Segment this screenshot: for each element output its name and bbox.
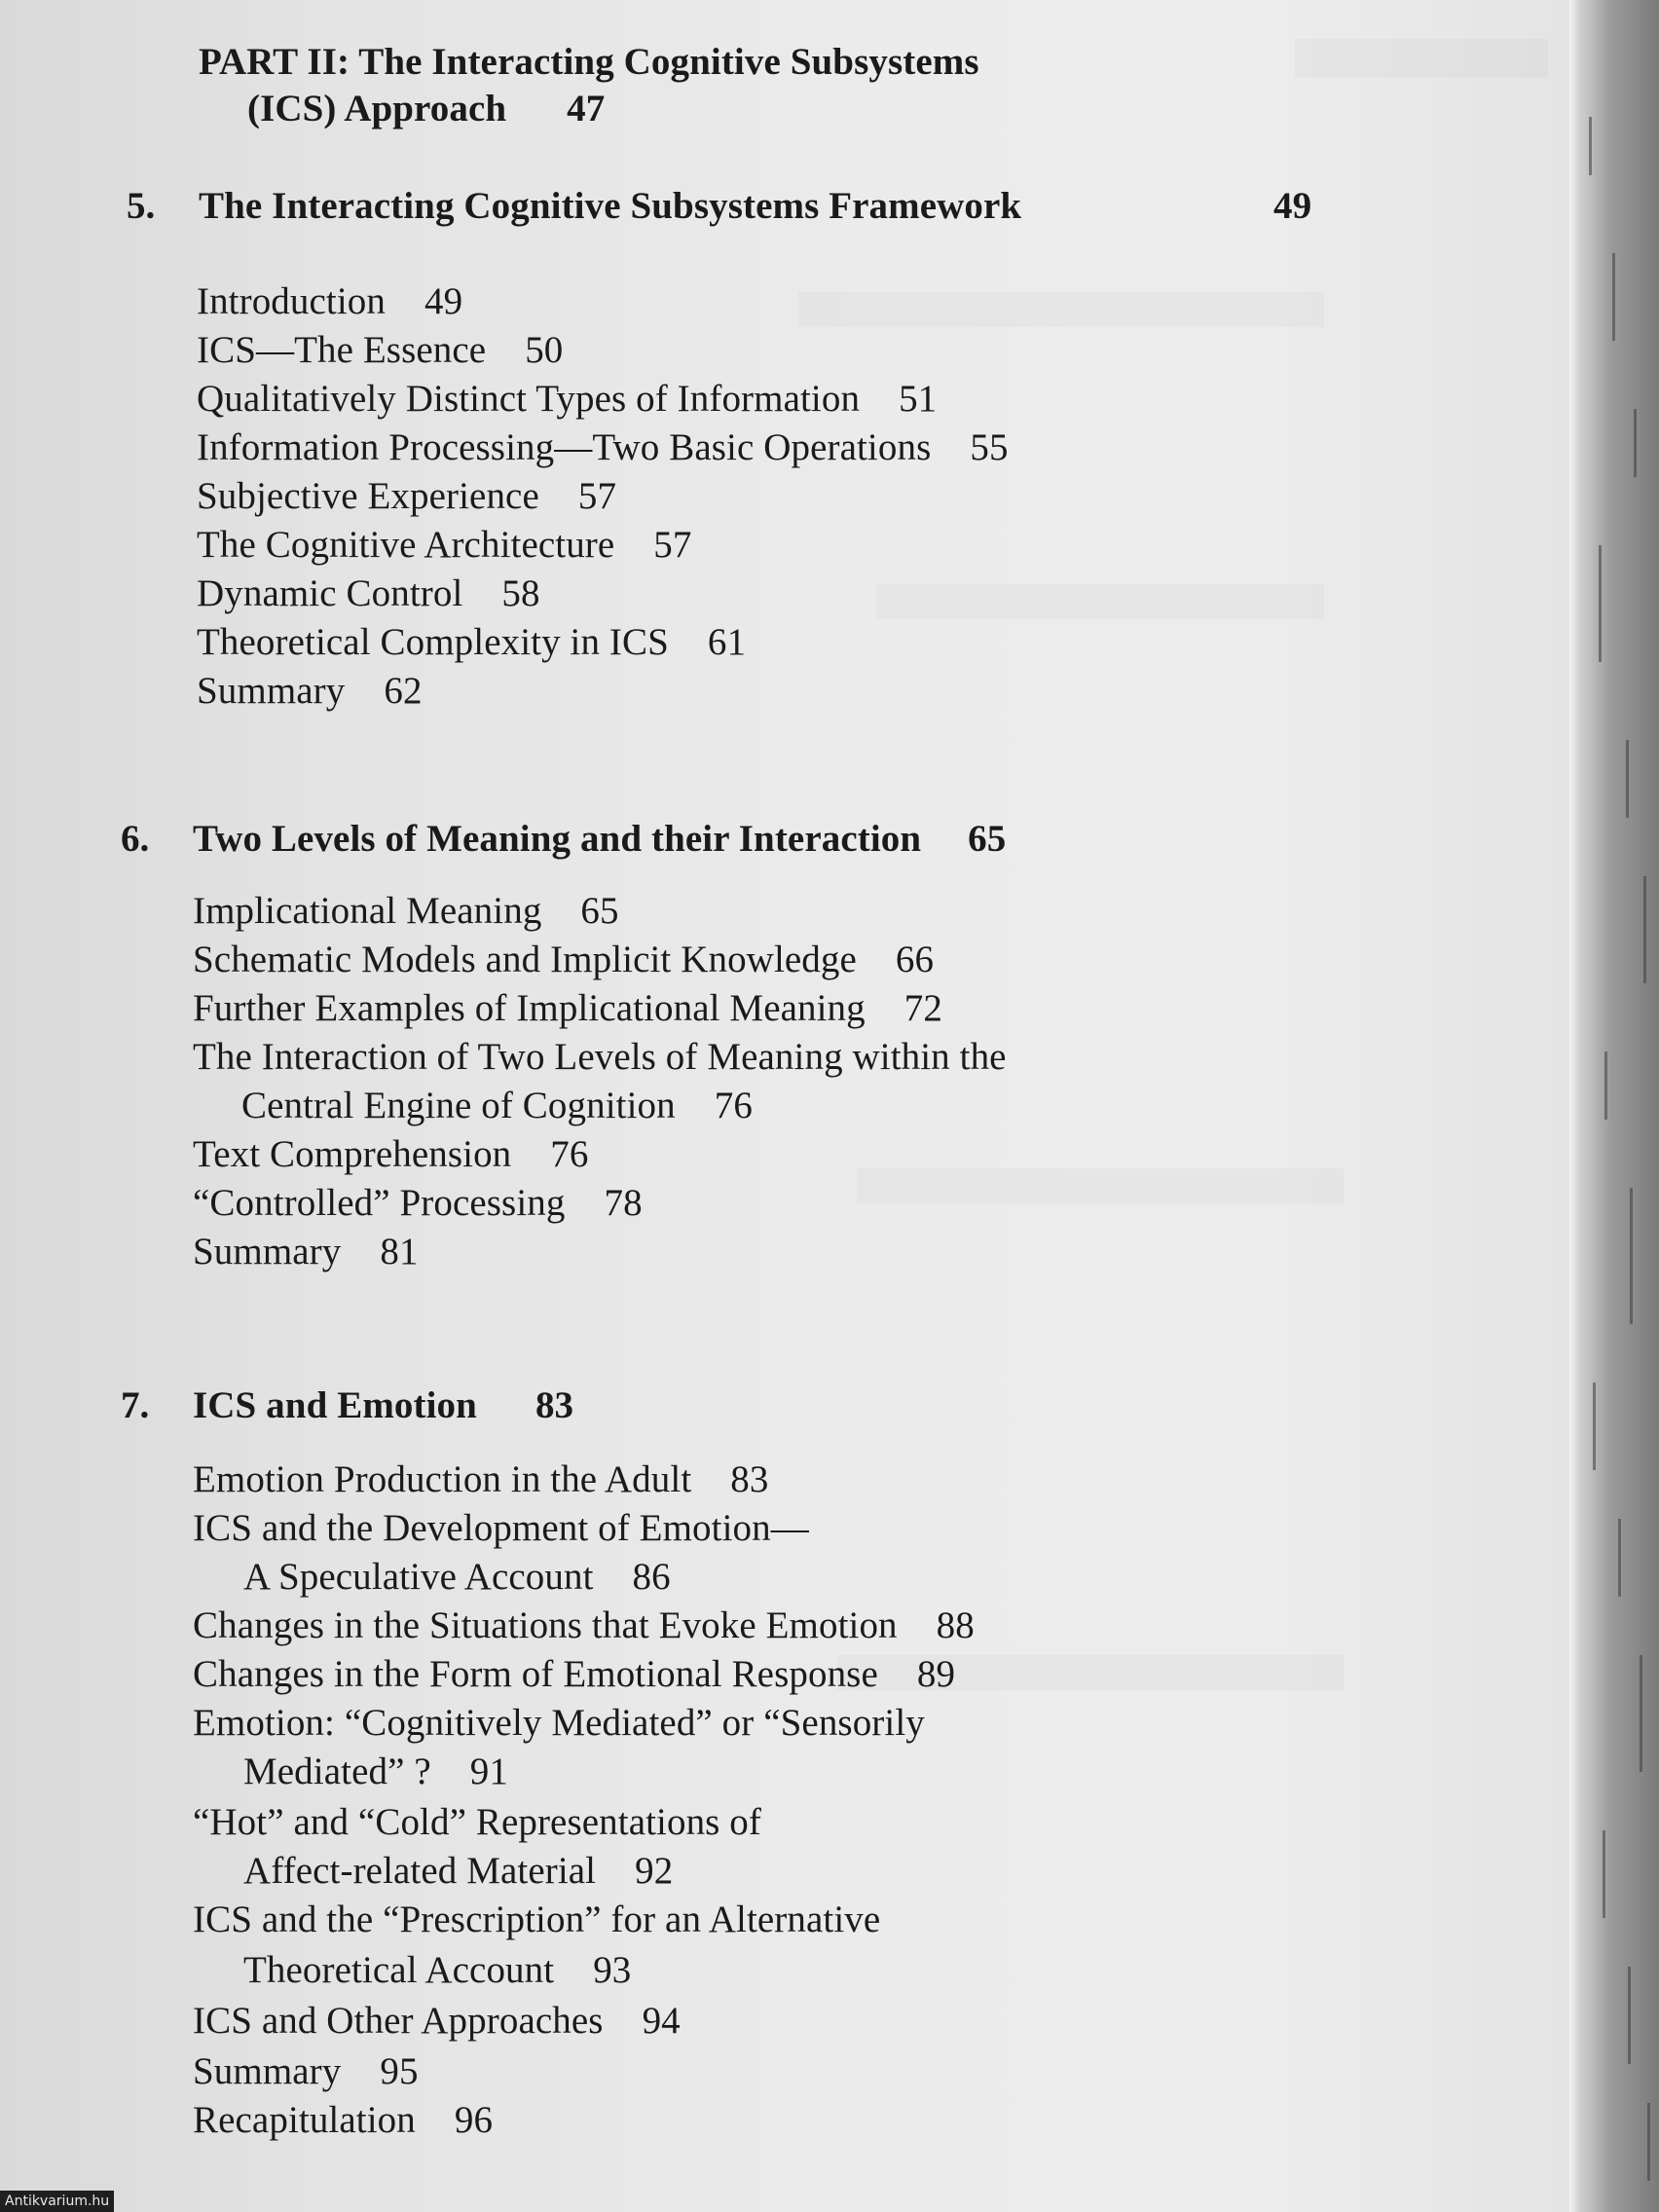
toc-entry: ICS and Other Approaches 94: [193, 2000, 681, 2042]
toc-entry: Emotion: “Cognitively Mediated” or “Sensorily: [193, 1702, 925, 1744]
toc-entry: Changes in the Situations that Evoke Emotion 88: [193, 1604, 975, 1646]
toc-entry: Further Examples of Implicational Meaning 72: [193, 987, 942, 1029]
toc-entry-continuation: Mediated” ? 91: [243, 1751, 508, 1792]
toc-entry: Recapitulation 96: [193, 2099, 494, 2141]
toc-entry-continuation: Theoretical Account 93: [243, 1949, 632, 1991]
toc-entry: Changes in the Form of Emotional Response 89: [193, 1653, 956, 1695]
toc-entry: Subjective Experience 57: [197, 475, 617, 517]
toc-entry: Implicational Meaning 65: [193, 890, 619, 932]
toc-entry: Information Processing—Two Basic Operations 55: [197, 426, 1009, 468]
part-heading-page: 47: [567, 88, 606, 129]
chapter-5-page: 49: [1273, 185, 1312, 227]
toc-entry: ICS and the “Prescription” for an Alternative: [193, 1899, 881, 1940]
chapter-7-heading: [193, 1382, 573, 1429]
chapter-5-title: The Interacting Cognitive Subsystems Framework: [199, 185, 1022, 227]
chapter-6-number: 6.: [121, 818, 150, 860]
toc-entry-continuation: Central Engine of Cognition 76: [241, 1085, 753, 1126]
part-heading-title-cont: (ICS) Approach: [247, 88, 507, 129]
chapter-5-heading: [199, 183, 1021, 230]
chapter-6-title: Two Levels of Meaning and their Interaction: [193, 818, 922, 860]
book-gutter: [1569, 0, 1659, 2212]
chapter-7-number: 7.: [121, 1384, 150, 1426]
chapter-6-heading: [193, 816, 1006, 863]
chapter-6-page: 65: [968, 818, 1007, 860]
watermark-label: Antikvarium.hu: [0, 2191, 114, 2212]
part-heading-line2: [247, 86, 605, 132]
toc-entry: Qualitatively Distinct Types of Information 51: [197, 378, 938, 420]
toc-entry: Emotion Production in the Adult 83: [193, 1458, 769, 1500]
toc-entry-continuation: A Speculative Account 86: [243, 1556, 671, 1598]
toc-entry: ICS—The Essence 50: [197, 329, 564, 371]
toc-entry: Text Comprehension 76: [193, 1133, 589, 1175]
toc-entry: Summary 81: [193, 1231, 419, 1272]
toc-entry: “Hot” and “Cold” Representations of: [193, 1801, 761, 1843]
toc-entry: Summary 95: [193, 2050, 419, 2092]
chapter-7-page: 83: [535, 1384, 574, 1426]
chapter-5-number: 5.: [127, 185, 156, 227]
toc-entry: The Interaction of Two Levels of Meaning within the: [193, 1036, 1007, 1078]
toc-entry: Introduction 49: [197, 280, 463, 322]
toc-entry: Dynamic Control 58: [197, 572, 540, 614]
toc-entry-continuation: Affect-related Material 92: [243, 1850, 674, 1892]
toc-entry: Theoretical Complexity in ICS 61: [197, 621, 747, 663]
part-heading-title: PART II: The Interacting Cognitive Subsystems: [199, 41, 979, 83]
toc-entry: ICS and the Development of Emotion—: [193, 1507, 809, 1549]
toc-entry: “Controlled” Processing 78: [193, 1182, 643, 1224]
part-heading-line1: [199, 39, 979, 86]
chapter-7-title: ICS and Emotion: [193, 1384, 477, 1426]
toc-entry: The Cognitive Architecture 57: [197, 524, 692, 566]
toc-entry: Summary 62: [197, 670, 423, 712]
toc-entry: Schematic Models and Implicit Knowledge 66: [193, 939, 935, 980]
